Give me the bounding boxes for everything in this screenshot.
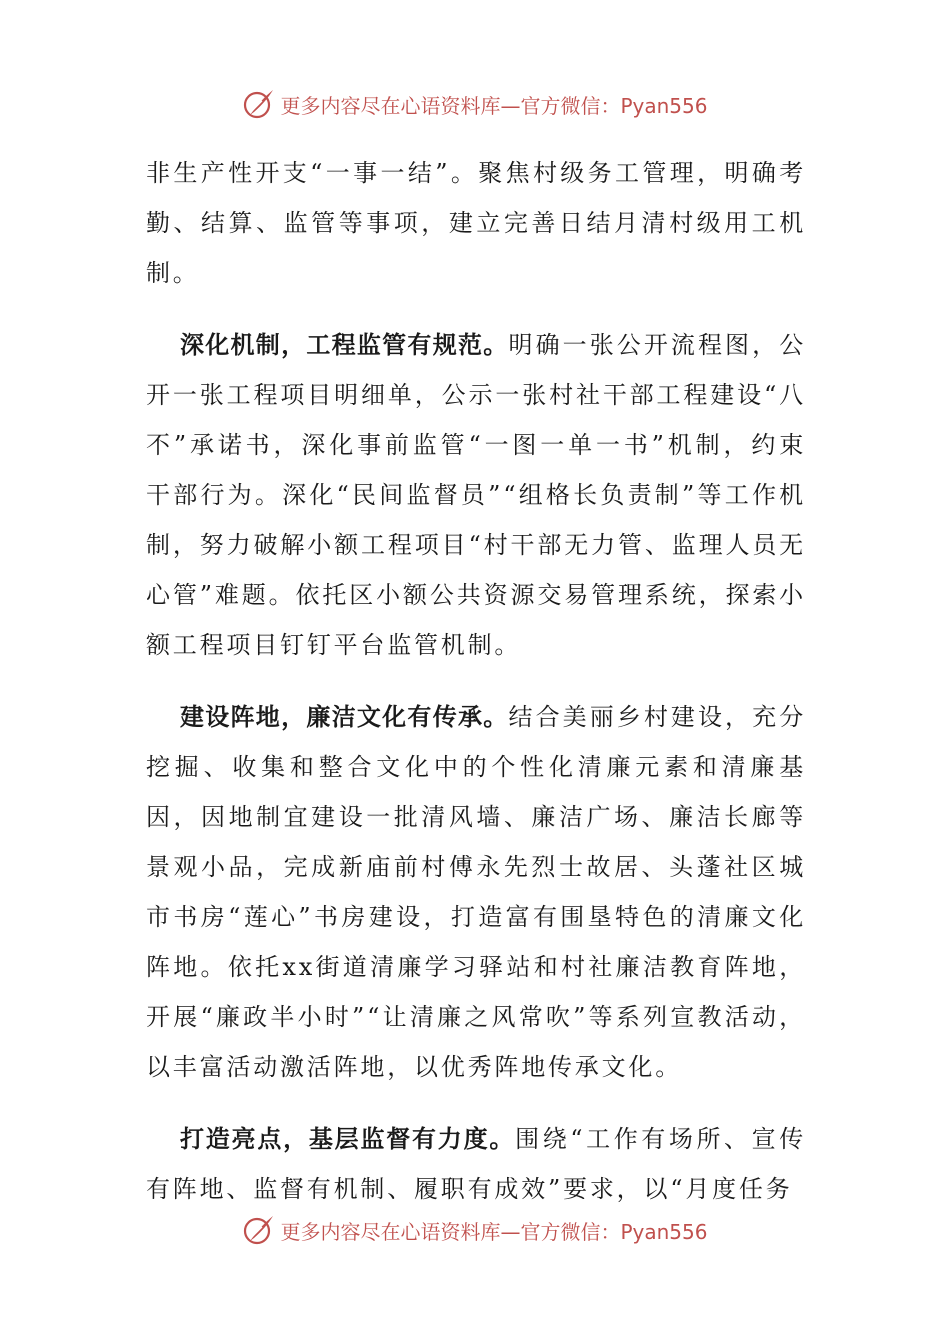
paragraph-4-text: 围绕“工作有场所、宣传有阵地、监督有机制、履职有成效”要求，以“月度任务 bbox=[146, 1125, 807, 1203]
paragraph-1 bbox=[146, 148, 806, 298]
header-banner bbox=[0, 84, 950, 124]
paragraph-2 bbox=[146, 320, 806, 670]
paragraph-2-lead: 深化机制，工程监管有规范。 bbox=[180, 330, 509, 359]
header-banner-text: 更多内容尽在心语资料库—官方微信：Pyan556 bbox=[280, 93, 708, 118]
quill-logo-icon bbox=[242, 1213, 276, 1247]
paragraph-4 bbox=[146, 1114, 806, 1214]
footer-banner-text: 更多内容尽在心语资料库—官方微信：Pyan556 bbox=[280, 1219, 708, 1244]
paragraph-2-text: 明确一张公开流程图，公开一张工程项目明细单，公示一张村社干部工程建设“八不”承诺书，深化事前监管“一图一单一书”机制，约束干部行为。深化“民间监督员”“组格长负责制”等工作机制，努力破解小额工程项目“村干部无力管、监理人员无心管”难题。依托区小额公共资源交易管理系统，探索小额工程项目钉钉平台监管机制。 bbox=[146, 331, 806, 659]
footer-banner bbox=[0, 1210, 950, 1250]
quill-logo-icon bbox=[242, 87, 276, 121]
paragraph-3 bbox=[146, 692, 806, 1092]
paragraph-3-lead: 建设阵地，廉洁文化有传承。 bbox=[180, 702, 509, 731]
document-body bbox=[146, 148, 806, 1214]
paragraph-4-lead: 打造亮点，基层监督有力度。 bbox=[180, 1124, 516, 1153]
paragraph-3-text: 结合美丽乡村建设，充分挖掘、收集和整合文化中的个性化清廉元素和清廉基因，因地制宜建设一批清风墙、廉洁广场、廉洁长廊等景观小品，完成新庙前村傅永先烈士故居、头蓬社区城市书房“莲心”书房建设，打造富有围垦特色的清廉文化阵地。依托xx街道清廉学习驿站和村社廉洁教育阵地，开展“廉政半小时”“让清廉之风常吹”等系列宣教活动，以丰富活动激活阵地，以优秀阵地传承文化。 bbox=[146, 703, 806, 1081]
paragraph-1-text: 非生产性开支“一事一结”。聚焦村级务工管理，明确考勤、结算、监管等事项，建立完善日结月清村级用工机制。 bbox=[146, 159, 806, 287]
